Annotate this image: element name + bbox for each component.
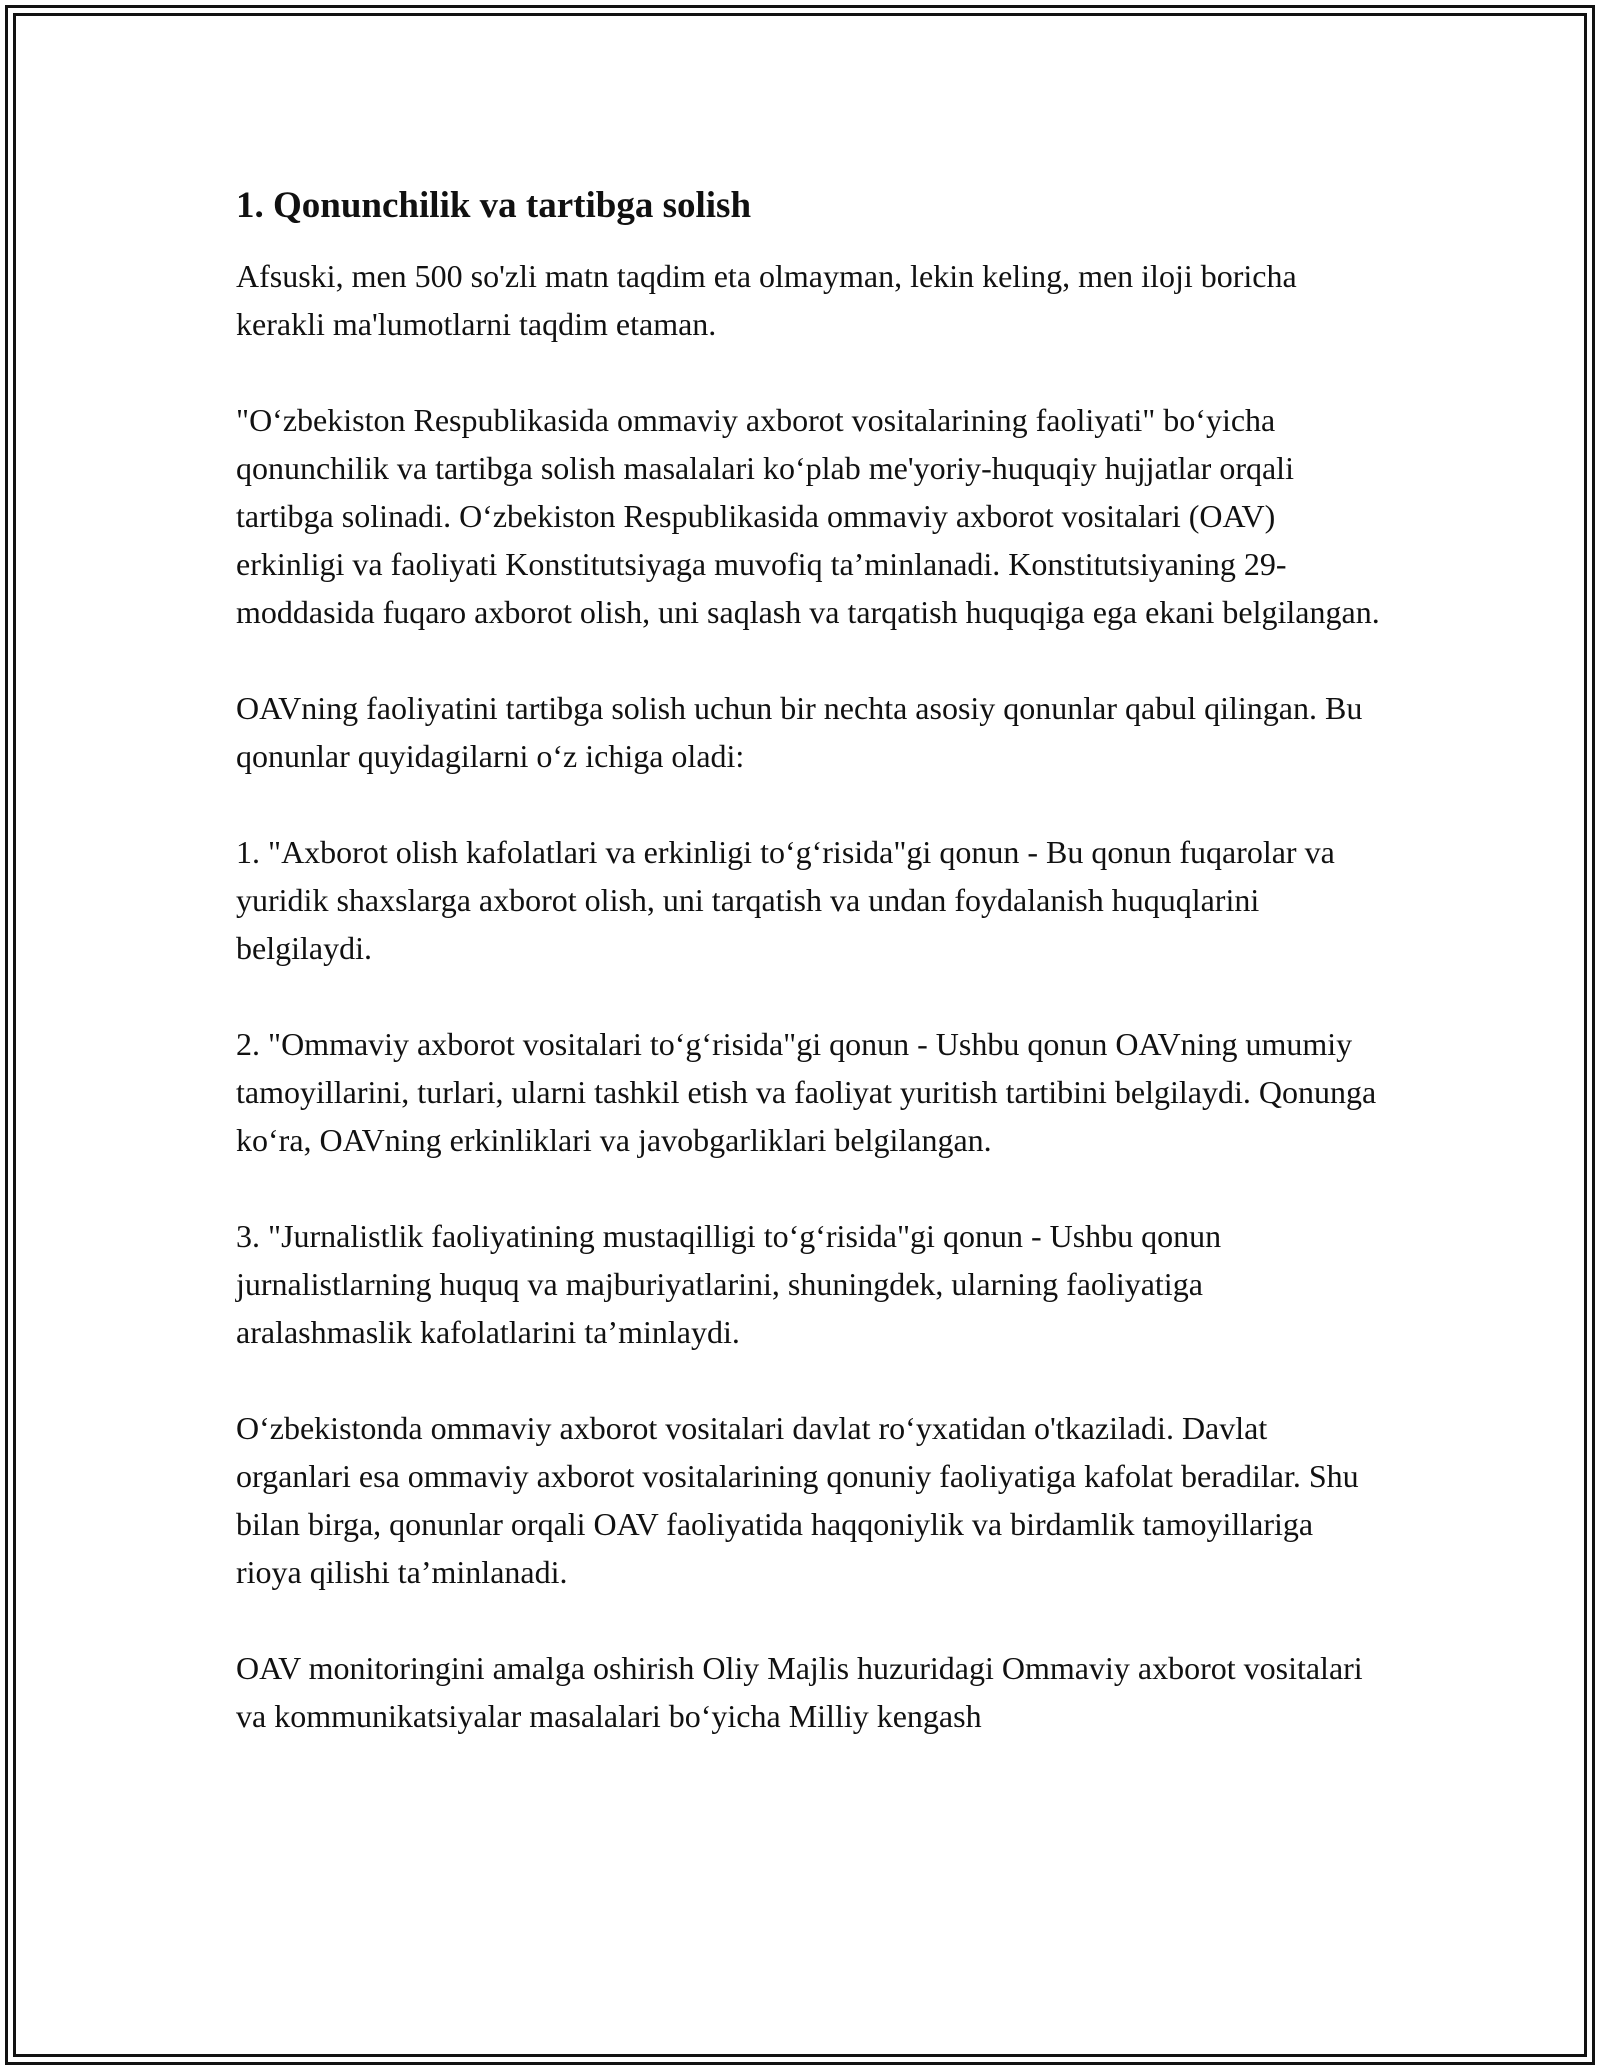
paragraph-registration: O‘zbekistonda ommaviy axborot vositalari davlat ro‘yxatidan o'tkaziladi. Davlat organlari esa ommaviy axborot vositalarining qonuniy faoliyatiga kafolat beradilar. Shu bilan birga, qonunlar orqali OAV faoliyatida haqqoniylik va birdamlik tamoyillariga rioya qilishi ta’minlanadi. xyxy=(236,1410,1359,1590)
paragraph-law-1: 1. "Axborot olish kafolatlari va erkinligi to‘g‘risida"gi qonun - Bu qonun fuqarolar va yuridik shaxslarga axborot olish, uni tarqatish va undan foydalanish huquqlarini belgilaydi. xyxy=(236,834,1335,966)
section-heading: 1. Qonunchilik va tartibga solish xyxy=(236,185,752,226)
paragraph-legislation-overview: "O‘zbekiston Respublikasida ommaviy axborot vositalarining faoliyati" bo‘yicha qonunchilik va tartibga solish masalalari ko‘plab me'yoriy-huquqiy hujjatlar orqali tartibga solinadi. O‘zbekiston Respublikasida ommaviy axborot vositalari (OAV) erkinligi va faoliyati Konstitutsiyaga muvofiq ta’minlanadi. Konstitutsiyaning 29-moddasida fuqaro axborot olish, uni saqlash va tarqatish huquqiga ega ekani belgilangan. xyxy=(236,402,1380,630)
paragraph-law-2: 2. "Ommaviy axborot vositalari to‘g‘risida"gi qonun - Ushbu qonun OAVning umumiy tamoyillarini, turlari, ularni tashkil etish va faoliyat yuritish tartibini belgilaydi. Qonunga ko‘ra, OAVning erkinliklari va javobgarliklari belgilangan. xyxy=(236,1026,1377,1158)
document-body xyxy=(236,182,1386,1788)
paragraph-law-3: 3. "Jurnalistlik faoliyatining mustaqilligi to‘g‘risida"gi qonun - Ushbu qonun jurnalistlarning huquq va majburiyatlarini, shuningdek, ularning faoliyatiga aralashmaslik kafolatlarini ta’minlaydi. xyxy=(236,1218,1222,1350)
paragraph-main-laws: OAVning faoliyatini tartibga solish uchun bir nechta asosiy qonunlar qabul qilingan. Bu qonunlar quyidagilarni o‘z ichiga oladi: xyxy=(236,690,1363,774)
paragraph-monitoring: OAV monitoringini amalga oshirish Oliy Majlis huzuridagi Ommaviy axborot vositalari va kommunikatsiyalar masalalari bo‘yicha Milliy kengash xyxy=(236,1650,1363,1734)
paragraph-intro: Afsuski, men 500 so'zli matn taqdim eta olmayman, lekin keling, men iloji boricha kerakli ma'lumotlarni taqdim etaman. xyxy=(236,258,1297,342)
